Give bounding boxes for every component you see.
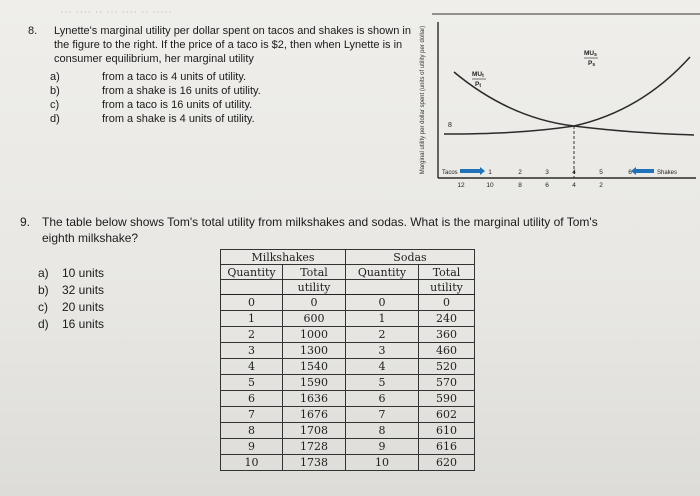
col-total-milkshakes: Total bbox=[283, 265, 346, 280]
milkshakes-header: Milkshakes bbox=[221, 250, 346, 265]
option-letter: c) bbox=[38, 300, 48, 314]
mu-taco-label-den: Pt bbox=[475, 81, 482, 89]
milkshake-quantity-cell: 5 bbox=[221, 375, 283, 391]
col-utility-sodas: utility bbox=[419, 280, 475, 295]
table-row bbox=[221, 423, 475, 439]
shake-tick-12: 12 bbox=[457, 182, 465, 189]
option-letter: d) bbox=[50, 113, 60, 125]
soda-quantity-cell: 10 bbox=[346, 455, 419, 471]
col-utility-milkshakes: utility bbox=[283, 280, 346, 295]
milkshake-utility-cell: 0 bbox=[283, 295, 346, 311]
soda-utility-cell: 0 bbox=[419, 295, 475, 311]
soda-quantity-cell: 4 bbox=[346, 359, 419, 375]
milkshake-quantity-cell: 0 bbox=[221, 295, 283, 311]
option-letter: a) bbox=[38, 266, 49, 280]
option-text: 16 units bbox=[62, 317, 105, 331]
milkshake-utility-cell: 1708 bbox=[283, 423, 346, 439]
milkshake-utility-cell: 1676 bbox=[283, 407, 346, 423]
utility-table bbox=[220, 249, 475, 471]
table-row bbox=[221, 391, 475, 407]
question-number: 9. bbox=[20, 215, 31, 229]
faint-bleed-text: ··· ···· ·· ··· ···· ·· ····· bbox=[60, 4, 172, 18]
soda-utility-cell: 520 bbox=[419, 359, 475, 375]
milkshake-utility-cell: 1000 bbox=[283, 327, 346, 343]
option-letter: c) bbox=[50, 99, 60, 111]
shakes-arrow-icon bbox=[631, 167, 654, 175]
question-stem-line-2: eighth milkshake? bbox=[42, 231, 139, 245]
milkshake-quantity-cell: 7 bbox=[221, 407, 283, 423]
soda-quantity-cell: 3 bbox=[346, 343, 419, 359]
option-c[interactable] bbox=[50, 98, 390, 112]
option-text: 10 units bbox=[62, 266, 105, 280]
y-tick-8: 8 bbox=[448, 122, 452, 129]
milkshake-utility-cell: 1728 bbox=[283, 439, 346, 455]
mu-shake-label-num: MUs bbox=[584, 50, 597, 58]
shake-tick-6: 6 bbox=[545, 182, 549, 189]
milkshake-quantity-cell: 3 bbox=[221, 343, 283, 359]
soda-quantity-cell: 7 bbox=[346, 407, 419, 423]
taco-tick-1: 1 bbox=[488, 169, 492, 176]
option-b[interactable] bbox=[50, 84, 390, 98]
milkshake-quantity-cell: 2 bbox=[221, 327, 283, 343]
col-quantity-sodas-sub bbox=[346, 280, 419, 295]
option-text: from a shake is 16 units of utility. bbox=[102, 85, 261, 97]
option-a[interactable] bbox=[50, 70, 390, 84]
taco-tick-6: 6 bbox=[628, 169, 632, 176]
soda-utility-cell: 610 bbox=[419, 423, 475, 439]
table-row bbox=[221, 375, 475, 391]
shake-tick-10: 10 bbox=[486, 182, 494, 189]
soda-utility-cell: 360 bbox=[419, 327, 475, 343]
col-quantity-sodas: Quantity bbox=[346, 265, 419, 280]
question-number: 8. bbox=[28, 25, 38, 37]
option-text: 20 units bbox=[62, 300, 105, 314]
milkshake-utility-cell: 600 bbox=[283, 311, 346, 327]
option-text: from a taco is 4 units of utility. bbox=[102, 71, 247, 83]
milkshake-utility-cell: 1540 bbox=[283, 359, 346, 375]
soda-quantity-cell: 6 bbox=[346, 391, 419, 407]
soda-quantity-cell: 0 bbox=[346, 295, 419, 311]
table-row bbox=[221, 455, 475, 471]
milkshake-quantity-cell: 10 bbox=[221, 455, 283, 471]
tacos-axis-label: Tacos bbox=[442, 170, 458, 176]
option-text: from a taco is 16 units of utility. bbox=[102, 99, 253, 111]
col-total-sodas: Total bbox=[419, 265, 475, 280]
mu-taco-label-num: MUt bbox=[472, 71, 484, 79]
table-row bbox=[221, 295, 475, 311]
marginal-utility-chart bbox=[414, 12, 700, 197]
shake-tick-2: 2 bbox=[599, 182, 603, 189]
table-row bbox=[221, 407, 475, 423]
question-stem: Lynette's marginal utility per dollar spent on tacos and shakes is shown in the figure to the right. If the price of a taco is $2, then when Lynette is in consumer equilibrium, her marginal utility bbox=[54, 25, 411, 65]
option-letter: b) bbox=[50, 85, 60, 97]
taco-tick-2: 2 bbox=[518, 169, 522, 176]
table-row bbox=[221, 311, 475, 327]
shake-tick-8: 8 bbox=[518, 182, 522, 189]
soda-quantity-cell: 9 bbox=[346, 439, 419, 455]
mu-shake-label-den: Ps bbox=[588, 60, 596, 68]
milkshake-quantity-cell: 4 bbox=[221, 359, 283, 375]
shake-tick-4: 4 bbox=[572, 182, 576, 189]
shakes-axis-label: Shakes bbox=[657, 170, 678, 176]
soda-quantity-cell: 8 bbox=[346, 423, 419, 439]
milkshake-quantity-cell: 6 bbox=[221, 391, 283, 407]
option-letter: d) bbox=[38, 317, 49, 331]
soda-utility-cell: 616 bbox=[419, 439, 475, 455]
milkshake-utility-cell: 1590 bbox=[283, 375, 346, 391]
tacos-arrow-icon bbox=[460, 167, 485, 175]
taco-tick-3: 3 bbox=[545, 169, 549, 176]
table-row bbox=[221, 439, 475, 455]
option-d[interactable] bbox=[50, 112, 390, 126]
soda-utility-cell: 620 bbox=[419, 455, 475, 471]
milkshake-utility-cell: 1636 bbox=[283, 391, 346, 407]
soda-utility-cell: 460 bbox=[419, 343, 475, 359]
table-row bbox=[221, 359, 475, 375]
soda-utility-cell: 570 bbox=[419, 375, 475, 391]
soda-utility-cell: 240 bbox=[419, 311, 475, 327]
option-text: from a shake is 4 units of utility. bbox=[102, 113, 255, 125]
milkshake-quantity-cell: 8 bbox=[221, 423, 283, 439]
soda-quantity-cell: 1 bbox=[346, 311, 419, 327]
soda-utility-cell: 602 bbox=[419, 407, 475, 423]
option-letter: b) bbox=[38, 283, 49, 297]
milkshake-quantity-cell: 1 bbox=[221, 311, 283, 327]
soda-utility-cell: 590 bbox=[419, 391, 475, 407]
y-axis-label: Marginal utility per dollar spent (units of utility per dollar) bbox=[420, 25, 426, 175]
milkshake-utility-cell: 1738 bbox=[283, 455, 346, 471]
table-row bbox=[221, 327, 475, 343]
question-stem-line-1: The table below shows Tom's total utility from milkshakes and sodas. What is the marginal utility of Tom's bbox=[42, 215, 598, 229]
mu-shake-curve bbox=[444, 57, 690, 134]
milkshake-utility-cell: 1300 bbox=[283, 343, 346, 359]
col-quantity-milkshakes: Quantity bbox=[221, 265, 283, 280]
soda-quantity-cell: 5 bbox=[346, 375, 419, 391]
taco-tick-4: 4 bbox=[572, 169, 576, 176]
taco-tick-5: 5 bbox=[599, 169, 603, 176]
milkshake-quantity-cell: 9 bbox=[221, 439, 283, 455]
col-quantity-milkshakes-sub bbox=[221, 280, 283, 295]
sodas-header: Sodas bbox=[346, 250, 475, 265]
soda-quantity-cell: 2 bbox=[346, 327, 419, 343]
option-letter: a) bbox=[50, 71, 60, 83]
option-text: 32 units bbox=[62, 283, 105, 297]
table-body bbox=[221, 295, 475, 471]
table-row bbox=[221, 343, 475, 359]
